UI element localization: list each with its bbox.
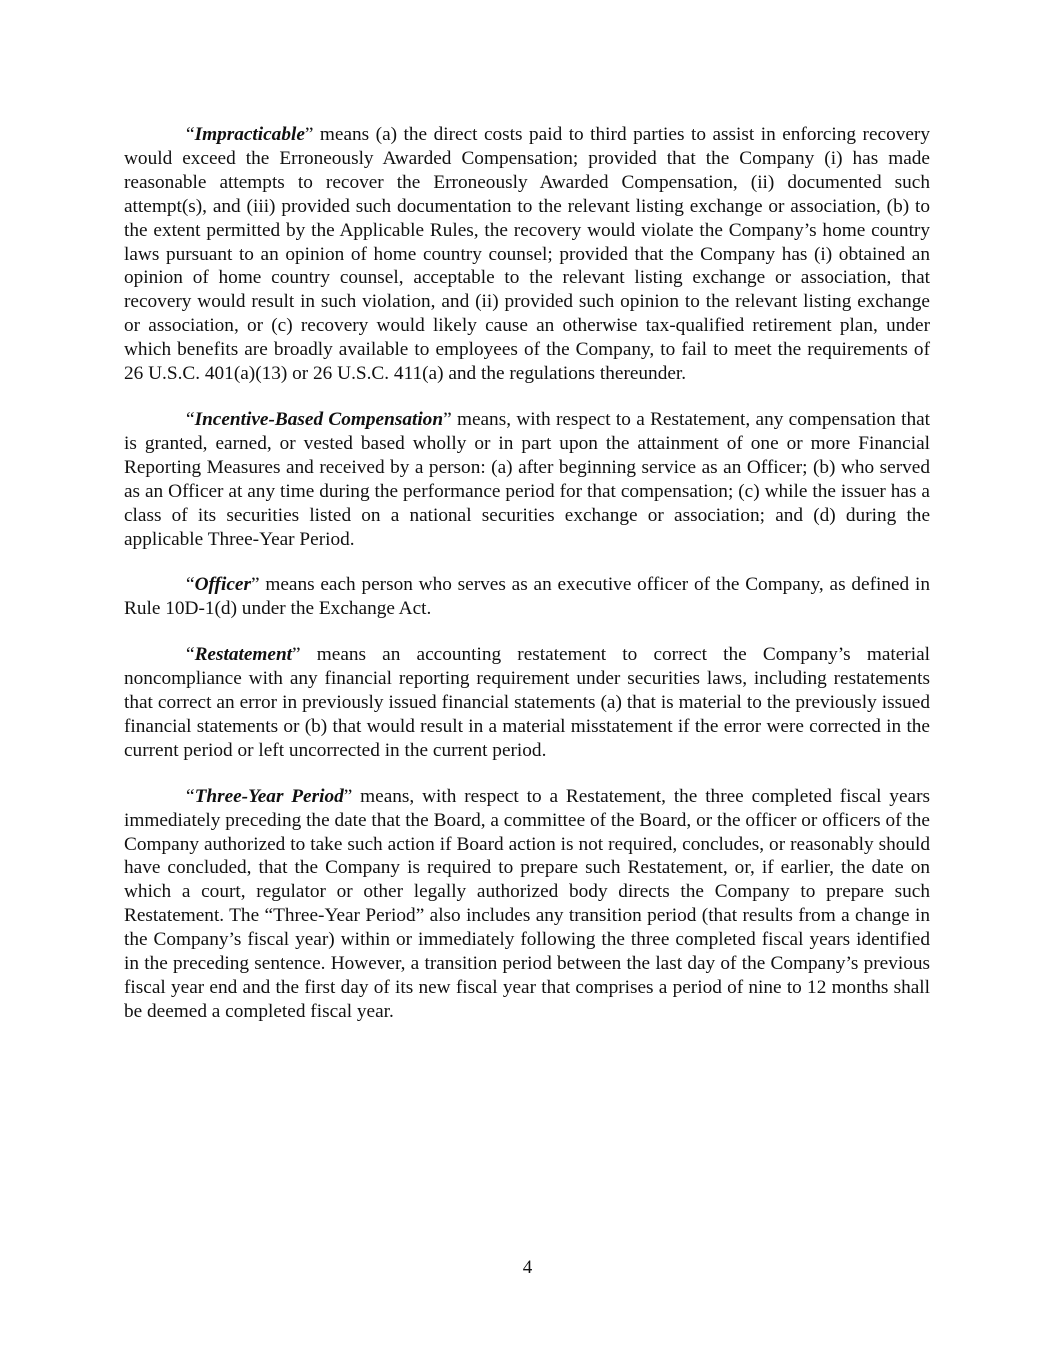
close-quote: ” — [304, 124, 314, 145]
defined-term: Three-Year Period — [194, 785, 344, 807]
definition-text: means each person who serves as an executive officer of the Company, as defined in Rule 10D-1(d) under the Exchange Act. — [124, 574, 930, 620]
defined-term: Impracticable — [194, 124, 305, 145]
defined-term: Officer — [194, 574, 251, 596]
close-quote: ” — [343, 785, 353, 807]
open-quote: “ — [186, 785, 195, 807]
definition-text: means, with respect to a Restatement, any compensation that is granted, earned, or vested based wholly or in part upon the attainment of one or more Financial Reporting Measures and received by a person: (a) after beginning service as an Officer; (b) who served as an Officer at any time during the performance period for that compensation; (c) while the issuer has a class of its securities listed on a national securities exchange or association; and (d) during the applicable Three-Year Period. — [124, 408, 931, 550]
close-quote: ” — [292, 644, 301, 666]
definition-text: means an accounting restatement to correct the Company’s material noncompliance with any financial reporting requirement under securities laws, including restatements that correct an error in previously issued financial statements (a) that is material to the previously issued financial statements or (b) that would result in a material misstatement if the error were corrected in the current period or left uncorrected in the current period. — [124, 644, 930, 761]
definition-incentive-based-compensation — [124, 408, 930, 551]
close-quote: ” — [250, 574, 260, 596]
definition-text: means (a) the direct costs paid to third parties to assist in enforcing recovery would exceed the Erroneously Awarded Compensation; provided that the Company (i) has made reasonable attempts to recover the Erroneously Awarded Compensation, (ii) documented such attempt(s), and (iii) provided such documentation to the relevant listing exchange or association, (b) to the extent permitted by the Applicable Rules, the recovery would violate the Company’s home country laws pursuant to an opinion of home country counsel; provided that the Company has (i) obtained an opinion of home country counsel, acceptable to the relevant listing exchange or association, that recovery would result in such violation, and (ii) provided such opinion to the relevant listing exchange or association, or (c) recovery would likely cause an otherwise tax-qualified retirement plan, under which benefits are broadly available to employees of the Company, to fail to meet the requirements of 26 U.S.C. 401(a)(13) or 26 U.S.C. 411(a) and the regulations thereunder. — [124, 124, 930, 385]
definition-text: means, with respect to a Restatement, the three completed fiscal years immediately preceding the date that the Board, a committee of the Board, or the officer or officers of the Company authorized to take such action if Board action is not required, concludes, or reasonably should have concluded, that the Company is required to prepare such Restatement, or, if earlier, the date on which a court, regulator or other legally authorized body directs the Company to prepare such Restatement. The “Three-Year Period” also includes any transition period (that results from a change in the Company’s fiscal year) within or immediately following the three completed fiscal years identified in the preceding sentence. However, a transition period between the last day of the Company’s previous fiscal year end and the first day of its new fiscal year that comprises a period of nine to 12 months shall be deemed a completed fiscal year. — [124, 785, 930, 1022]
defined-term: Restatement — [194, 644, 293, 666]
page-number: 4 — [522, 1257, 533, 1278]
definition-officer — [124, 573, 930, 621]
close-quote: ” — [443, 408, 452, 430]
definition-restatement — [124, 643, 930, 763]
open-quote: “ — [186, 644, 195, 666]
definition-three-year-period — [124, 785, 930, 1024]
open-quote: “ — [186, 408, 195, 430]
definition-impracticable — [124, 123, 930, 386]
defined-term: Incentive-Based Compensation — [194, 408, 444, 430]
open-quote: “ — [186, 124, 195, 145]
open-quote: “ — [186, 574, 195, 596]
definitions-section — [124, 123, 930, 1046]
